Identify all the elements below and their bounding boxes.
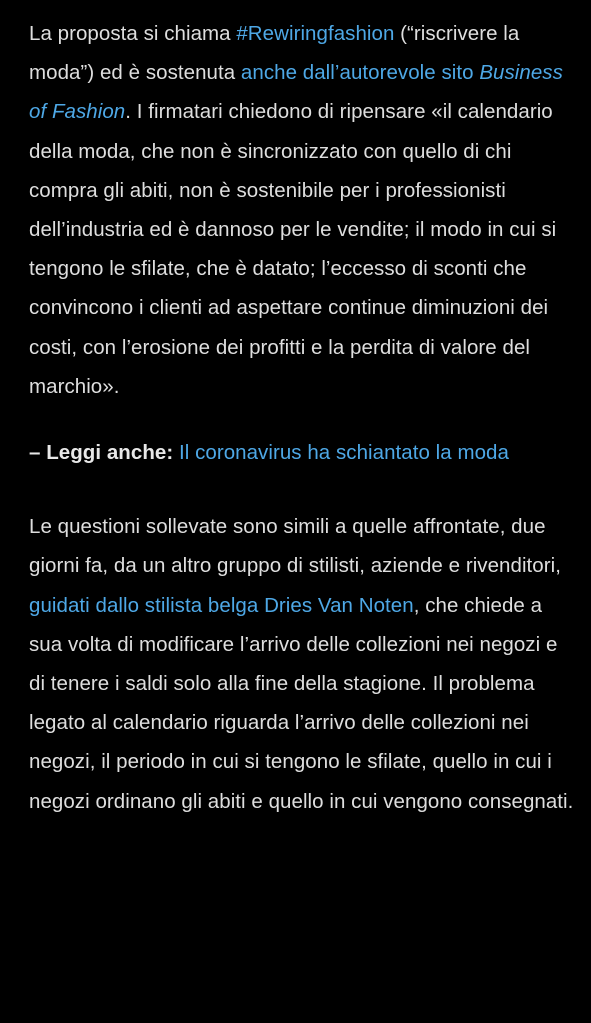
hashtag-rewiringfashion-link[interactable]: #Rewiringfashion bbox=[236, 22, 395, 45]
link-text-italic: Business of Fashion bbox=[29, 61, 563, 124]
dries-van-noten-link[interactable]: guidati dallo stilista belga Dries Van Noten bbox=[29, 593, 414, 617]
paragraph-dries-van-noten bbox=[29, 507, 577, 821]
paragraph-text: La proposta si chiama bbox=[29, 22, 237, 45]
link-text: anche dall’autorevole sito bbox=[240, 61, 480, 85]
paragraph-text: Le questioni sollevate sono simili a quelle affrontate, due giorni fa, da un altro gruppo di stilisti, aziende e rivenditori, bbox=[29, 515, 561, 578]
read-also-coronavirus-link[interactable]: Il coronavirus ha schiantato la moda bbox=[178, 441, 509, 465]
read-also-paragraph bbox=[29, 433, 577, 472]
paragraph-text: (“riscrivere la moda”) ed è sostenuta bbox=[29, 22, 520, 85]
read-also-label: – Leggi anche: bbox=[29, 441, 174, 465]
paragraph-text: . I firmatari chiedono di ripensare «il calendario della moda, che non è sincronizzato con quello di chi compra gli abiti, non è sostenibile per i professionisti dell’industria ed è dannoso per le vendite; il modo in cui si tengono le sfilate, che è datato; l’eccesso di sconti che convincono i clienti ad aspettare continue diminuzioni dei costi, con l’erosione dei profitti e la perdita di valore del marchio». bbox=[29, 100, 557, 398]
paragraph-text: , che chiede a sua volta di modificare l’arrivo delle collezioni nei negozi e di tenere i saldi solo alla fine della stagione. Il problema legato al calendario riguarda l’arrivo delle collezioni nei negozi, il periodo in cui si tengono le sfilate, quello in cui i negozi ordinano gli abiti e quello in cui vengono consegnati. bbox=[29, 593, 574, 813]
article-body bbox=[29, 14, 577, 821]
paragraph-rewiring-proposal bbox=[29, 14, 577, 406]
